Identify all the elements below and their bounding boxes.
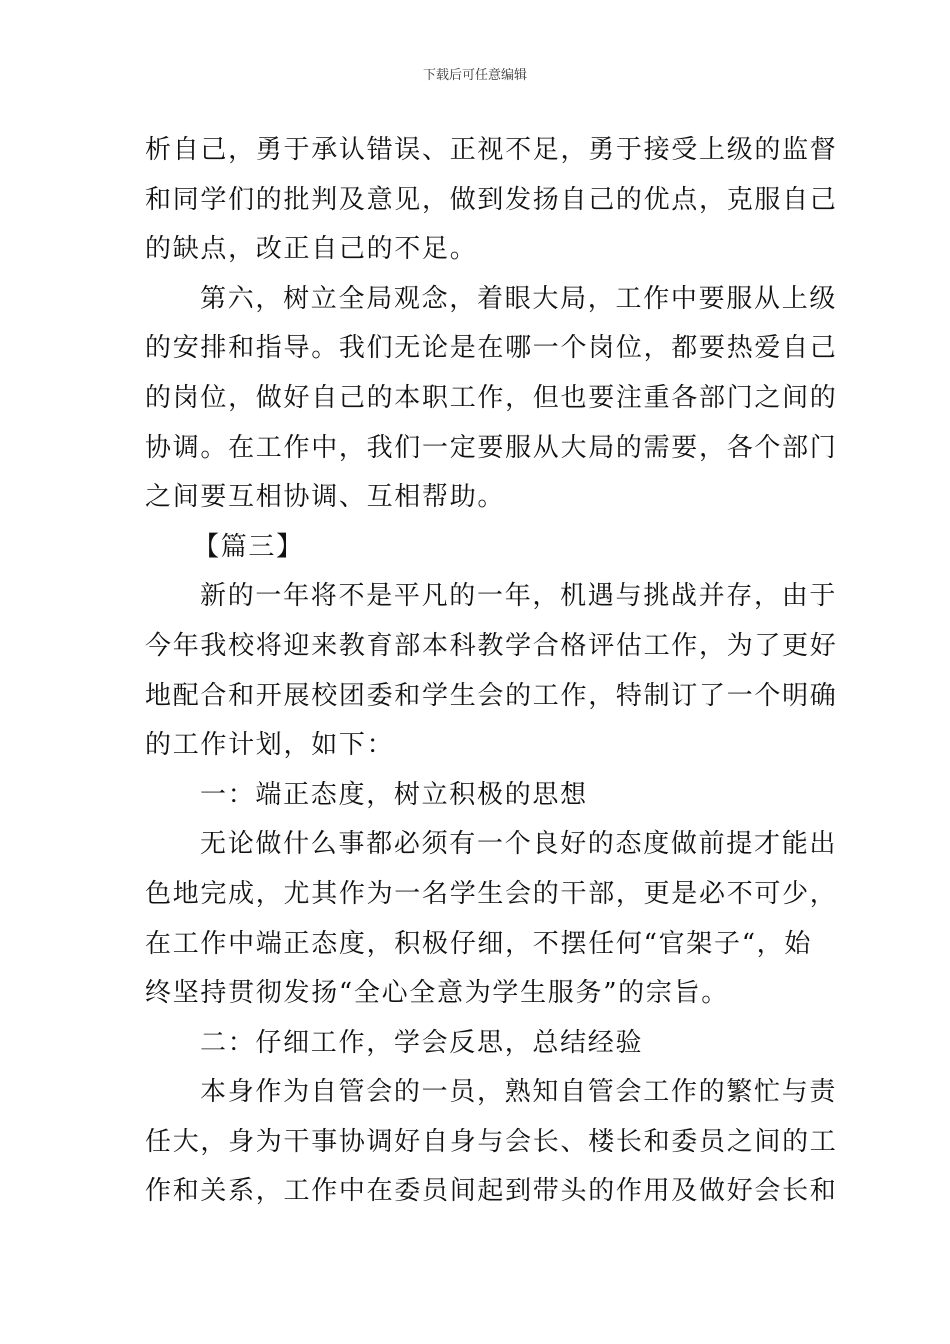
subheading-line: 一：端正态度，树立积极的思想 [200,779,588,810]
text-line: 色地完成，尤其作为一名学生会的干部，更是必不可少， [145,878,838,909]
text-line: 今年我校将迎来教育部本科教学合格评估工作，为了更好 [145,630,838,661]
text-line: 在工作中端正态度，积极仔细，不摆任何“官架子“，始 [145,928,813,959]
text-line: 的缺点，改正自己的不足。 [145,234,478,265]
text-line: 之间要互相协调、互相帮助。 [145,482,506,513]
paragraph-start-line: 新的一年将不是平凡的一年，机遇与挑战并存，由于 [200,581,838,612]
section-heading: 【篇三】 [193,531,304,562]
text-line: 终坚持贯彻发扬“全心全意为学生服务”的宗旨。 [145,978,729,1009]
paragraph-start-line: 本身作为自管会的一员，熟知自管会工作的繁忙与责 [200,1077,838,1108]
text-line: 地配合和开展校团委和学生会的工作，特制订了一个明确 [145,680,838,711]
page-header-note: 下载后可任意编辑 [422,68,527,83]
text-line: 和同学们的批判及意见，做到发扬自己的优点，克服自己 [145,184,838,215]
document-body [145,126,838,1217]
text-line: 的岗位，做好自己的本职工作，但也要注重各部门之间的 [145,382,838,413]
paragraph-start-line: 无论做什么事都必须有一个良好的态度做前提才能出 [200,829,838,860]
text-line: 任大，身为干事协调好自身与会长、楼长和委员之间的工 [145,1126,838,1157]
text-line: 作和关系，工作中在委员间起到带头的作用及做好会长和 [145,1176,838,1207]
text-line: 的工作计划，如下： [145,730,395,761]
subheading-line: 二：仔细工作，学会反思，总结经验 [200,1027,644,1058]
paragraph-start-line: 第六，树立全局观念，着眼大局，工作中要服从上级 [200,283,838,314]
text-line: 协调。在工作中，我们一定要服从大局的需要，各个部门 [145,432,838,463]
text-line: 析自己，勇于承认错误、正视不足，勇于接受上级的监督 [145,135,838,165]
text-line: 的安排和指导。我们无论是在哪一个岗位，都要热爱自己 [145,333,838,364]
